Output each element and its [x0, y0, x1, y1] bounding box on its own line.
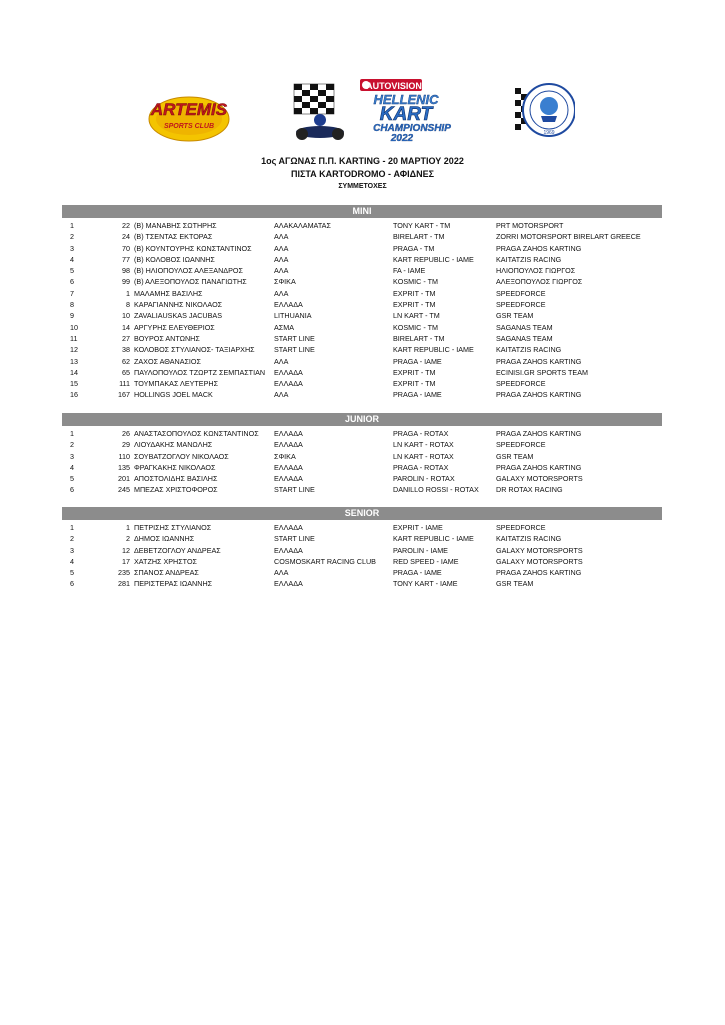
kart-number: 110	[118, 451, 130, 461]
entry-position: 16	[70, 390, 78, 400]
entry-row	[62, 439, 662, 450]
entry-position: 5	[70, 266, 74, 276]
entry-position: 3	[70, 545, 74, 555]
kart-number: 27	[122, 333, 130, 343]
driver-name: ΜΠΕΖΑΣ ΧΡΙΣΤΟΦΟΡΟΣ	[134, 485, 218, 495]
club-name: ΕΛΛΑΔΑ	[274, 462, 303, 472]
team-name: SAGANAS TEAM	[496, 333, 553, 343]
club-name: ΕΛΛΑΔΑ	[274, 523, 303, 532]
chassis-engine: PRAGA - ROTAX	[393, 462, 449, 472]
driver-name: ΠΑΥΛΟΠΟΥΛΟΣ ΤΖΩΡΤΖ ΣΕΜΠΑΣΤΙΑΝ	[134, 367, 266, 377]
chassis-engine: PRAGA - ROTAX	[393, 429, 449, 438]
section-header: SENIOR	[62, 507, 662, 520]
chassis-engine: PRAGA - IAME	[393, 356, 442, 366]
entry-position: 1	[70, 523, 74, 532]
entry-position: 1	[70, 429, 74, 438]
checkered-flag-icon	[294, 84, 334, 114]
kart-number: 24	[122, 232, 130, 242]
entry-rows	[62, 220, 662, 401]
team-name: SAGANAS TEAM	[496, 322, 553, 332]
kart-number: 77	[122, 254, 130, 264]
entry-row	[62, 451, 662, 462]
entry-row	[62, 428, 662, 439]
chassis-engine: KOSMIC - TM	[393, 277, 438, 287]
entry-position: 4	[70, 254, 74, 264]
entry-row	[62, 389, 662, 400]
team-name: ΗΛΙΟΠΟΥΛΟΣ ΓΙΩΡΓΟΣ	[496, 266, 576, 276]
entry-row	[62, 310, 662, 321]
kart-number: 70	[122, 243, 130, 253]
club-name: START LINE	[274, 345, 315, 355]
club-name: LITHUANIA	[274, 311, 312, 321]
team-name: SPEEDFORCE	[496, 300, 546, 310]
entries-subtitle: ΣΥΜΜΕΤΟΧΕΣ	[338, 183, 387, 190]
kart-number: 10	[122, 311, 130, 321]
team-name: SPEEDFORCE	[496, 523, 546, 532]
driver-name: ΤΟΥΜΠΑΚΑΣ ΛΕΥΤΕΡΗΣ	[134, 379, 219, 389]
club-name: ΑΛΑ	[274, 232, 289, 242]
team-name: SPEEDFORCE	[496, 440, 546, 450]
svg-text:KART: KART	[379, 104, 433, 125]
club-name: ΕΛΛΑΔΑ	[274, 545, 303, 555]
chassis-engine: KART REPUBLIC - IAME	[393, 345, 474, 355]
chassis-engine: EXPRIT - IAME	[393, 523, 443, 532]
kart-number: 167	[118, 390, 130, 400]
entry-rows	[62, 522, 662, 590]
kart-number: 17	[122, 556, 130, 566]
entry-row	[62, 462, 662, 473]
entry-row	[62, 344, 662, 355]
entry-position: 9	[70, 311, 74, 321]
club-name: ΣΦΙΚΑ	[274, 277, 296, 287]
driver-name: HOLLINGS JOEL MACK	[134, 390, 213, 400]
entry-row	[62, 276, 662, 287]
kart-number: 22	[122, 221, 130, 230]
kart-number: 111	[119, 379, 130, 389]
driver-name: ΔΕΒΕΤΖΟΓΛΟΥ ΑΝΔΡΕΑΣ	[134, 545, 221, 555]
section-senior	[62, 507, 662, 590]
kart-number: 135	[118, 462, 130, 472]
section-header: MINI	[62, 205, 662, 218]
club-name: ΑΛΑ	[274, 288, 289, 298]
entry-row	[62, 231, 662, 242]
entry-row	[62, 322, 662, 333]
club-name: START LINE	[274, 534, 315, 544]
entry-position: 10	[70, 322, 78, 332]
chassis-engine: TONY KART - TM	[393, 221, 451, 230]
club-name: COSMOSKART RACING CLUB	[274, 556, 376, 566]
entry-row	[62, 533, 662, 544]
driver-name: ΑΠΟΣΤΟΛΙΔΗΣ ΒΑΣΙΛΗΣ	[134, 474, 218, 484]
chassis-engine: PRAGA - IAME	[393, 390, 442, 400]
entry-row	[62, 578, 662, 589]
entry-position: 2	[70, 534, 74, 544]
entry-position: 12	[70, 345, 78, 355]
club-name: ΕΛΛΑΔΑ	[274, 429, 303, 438]
entry-row	[62, 220, 662, 231]
svg-text:2022: 2022	[390, 133, 414, 144]
kart-number: 38	[122, 345, 130, 355]
entry-position: 13	[70, 356, 78, 366]
chassis-engine: EXPRIT - TM	[393, 379, 436, 389]
team-name: PRAGA ZAHOS KARTING	[496, 462, 582, 472]
team-name: PRT MOTORSPORT	[496, 221, 564, 230]
kart-number: 8	[126, 300, 130, 310]
chassis-engine: PRAGA - IAME	[393, 568, 442, 578]
team-name: PRAGA ZAHOS KARTING	[496, 568, 582, 578]
federation-seal-logo	[515, 80, 575, 140]
club-name: ΑΛΑ	[274, 254, 289, 264]
driver-name: ΑΡΓΥΡΗΣ ΕΛΕΥΘΕΡΙΟΣ	[134, 322, 215, 332]
club-name: ΕΛΛΑΔΑ	[274, 367, 303, 377]
kart-number: 12	[122, 545, 130, 555]
driver-name: (Β) ΗΛΙΟΠΟΥΛΟΣ ΑΛΕΞΑΝΔΡΟΣ	[134, 266, 243, 276]
entry-row	[62, 288, 662, 299]
club-name: ΕΛΛΑΔΑ	[274, 474, 303, 484]
svg-text:AUTOVISION: AUTOVISION	[366, 81, 422, 91]
entry-position: 2	[70, 440, 74, 450]
club-name: ΑΛΑ	[274, 390, 289, 400]
team-name: GALAXY MOTORSPORTS	[496, 545, 583, 555]
svg-text:ARTEMIS: ARTEMIS	[150, 100, 228, 119]
chassis-engine: PAROLIN - ROTAX	[393, 474, 455, 484]
event-title: 1ος ΑΓΩΝΑΣ Π.Π. KARTING - 20 ΜΑΡΤΙΟΥ 2022	[261, 156, 464, 166]
club-name: ΑΛΑ	[274, 266, 289, 276]
chassis-engine: TONY KART - IAME	[393, 579, 458, 589]
driver-name: ΦΡΑΓΚΑΚΗΣ ΝΙΚΟΛΑΟΣ	[134, 462, 216, 472]
driver-name: ΠΕΡΙΣΤΕΡΑΣ ΙΩΑΝΝΗΣ	[134, 579, 213, 589]
chassis-engine: LN KART - ROTAX	[393, 440, 454, 450]
team-name: GALAXY MOTORSPORTS	[496, 474, 583, 484]
team-name: DR ROTAX RACING	[496, 485, 563, 495]
team-name: KAITATZIS RACING	[496, 254, 562, 264]
kart-number: 1	[126, 288, 130, 298]
club-name: ΣΦΙΚΑ	[274, 451, 296, 461]
club-name: ΑΛΑ	[274, 243, 289, 253]
chassis-engine: EXPRIT - TM	[393, 288, 436, 298]
kart-number: 235	[118, 568, 130, 578]
club-name: START LINE	[274, 485, 315, 495]
chassis-engine: EXPRIT - TM	[393, 300, 436, 310]
chassis-engine: BIRELART - TM	[393, 333, 445, 343]
kart-icon	[296, 114, 344, 140]
entry-row	[62, 254, 662, 265]
kart-number: 2	[126, 534, 130, 544]
entry-row	[62, 367, 662, 378]
entry-row	[62, 356, 662, 367]
entry-position: 2	[70, 232, 74, 242]
kart-number: 98	[122, 266, 130, 276]
entry-position: 5	[70, 568, 74, 578]
entry-position: 11	[70, 333, 78, 343]
driver-name: (Β) ΑΛΕΞΟΠΟΥΛΟΣ ΠΑΝΑΓΙΩΤΗΣ	[134, 277, 247, 287]
svg-text:HELLENIC: HELLENIC	[373, 92, 439, 107]
entry-position: 6	[70, 579, 74, 589]
entry-rows	[62, 428, 662, 496]
driver-name: ΚΑΡΑΓΙΑΝΝΗΣ ΝΙΚΟΛΑΟΣ	[134, 300, 223, 310]
entry-position: 6	[70, 485, 74, 495]
chassis-engine: KART REPUBLIC - IAME	[393, 534, 474, 544]
team-name: PRAGA ZAHOS KARTING	[496, 243, 582, 253]
svg-text:1969: 1969	[543, 130, 555, 136]
driver-name: ΠΕΤΡΙΣΗΣ ΣΤΥΛΙΑΝΟΣ	[134, 523, 212, 532]
section-junior	[62, 413, 662, 496]
team-name: SPEEDFORCE	[496, 379, 546, 389]
driver-name: ΔΗΜΟΣ ΙΩΑΝΝΗΣ	[134, 534, 195, 544]
team-name: PRAGA ZAHOS KARTING	[496, 390, 582, 400]
kart-number: 245	[118, 485, 130, 495]
club-name: ΑΣΜΑ	[274, 322, 295, 332]
kart-number: 281	[118, 579, 130, 589]
driver-name: ΑΝΑΣΤΑΣΟΠΟΥΛΟΣ ΚΩΝΣΤΑΝΤΙΝΟΣ	[134, 429, 259, 438]
entry-position: 6	[70, 277, 74, 287]
svg-text:CHAMPIONSHIP: CHAMPIONSHIP	[373, 123, 451, 134]
team-name: ZORRI MOTORSPORT BIRELART GREECE	[496, 232, 641, 242]
team-name: GSR TEAM	[496, 451, 534, 461]
kart-number: 26	[122, 429, 130, 438]
entry-row	[62, 522, 662, 533]
driver-name: ΛΙΟΥΔΑΚΗΣ ΜΑΝΩΛΗΣ	[134, 440, 213, 450]
entry-position: 3	[70, 243, 74, 253]
entry-row	[62, 484, 662, 495]
document-header	[0, 155, 725, 192]
driver-name: ΜΑΛΑΜΗΣ ΒΑΣΙΛΗΣ	[134, 288, 203, 298]
club-name: ΕΛΛΑΔΑ	[274, 300, 303, 310]
chassis-engine: BIRELART - TM	[393, 232, 445, 242]
chassis-engine: KART REPUBLIC - IAME	[393, 254, 474, 264]
driver-name: ΖΑΧΟΣ ΑΘΑΝΑΣΙΟΣ	[134, 356, 201, 366]
svg-text:SPORTS CLUB: SPORTS CLUB	[163, 123, 215, 130]
entry-row	[62, 556, 662, 567]
chassis-engine: FA - IAME	[393, 266, 426, 276]
driver-name: ZAVALIAUSKAS JACUBAS	[134, 311, 223, 321]
section-mini	[62, 205, 662, 401]
team-name: PRAGA ZAHOS KARTING	[496, 356, 582, 366]
kart-number: 65	[122, 367, 130, 377]
club-name: ΕΛΛΑΔΑ	[274, 579, 303, 589]
chassis-engine: KOSMIC - TM	[393, 322, 438, 332]
entry-row	[62, 545, 662, 556]
kart-number: 29	[122, 440, 130, 450]
entry-row	[62, 567, 662, 578]
kart-number: 99	[122, 277, 130, 287]
chassis-engine: RED SPEED - IAME	[393, 556, 459, 566]
kart-number: 62	[122, 356, 130, 366]
entry-row	[62, 299, 662, 310]
entry-position: 7	[70, 288, 74, 298]
club-name: ΕΛΛΑΔΑ	[274, 379, 303, 389]
team-name: GALAXY MOTORSPORTS	[496, 556, 583, 566]
entry-position: 1	[70, 221, 74, 230]
logo-strip	[0, 78, 725, 148]
entry-position: 5	[70, 474, 74, 484]
chassis-engine: LN KART - TM	[393, 311, 440, 321]
entry-position: 3	[70, 451, 74, 461]
driver-name: ΣΠΑΝΟΣ ΑΝΔΡΕΑΣ	[134, 568, 199, 578]
driver-name: (Β) ΚΟΛΟΒΟΣ ΙΩΑΝΝΗΣ	[134, 254, 215, 264]
driver-name: (Β) ΜΑΝΑΒΗΣ ΣΩΤΗΡΗΣ	[134, 221, 217, 230]
driver-name: (Β) ΚΟΥΝΤΟΥΡΗΣ ΚΩΝΣΤΑΝΤΙΝΟΣ	[134, 243, 252, 253]
team-name: KAITATZIS RACING	[496, 345, 562, 355]
team-name: GSR TEAM	[496, 311, 534, 321]
kart-number: 201	[118, 474, 130, 484]
chassis-engine: PAROLIN - IAME	[393, 545, 448, 555]
club-name: ΑΛΑ	[274, 356, 289, 366]
club-name: START LINE	[274, 333, 315, 343]
chassis-engine: PRAGA - TM	[393, 243, 435, 253]
team-name: ΑΛΕΞΟΠΟΥΛΟΣ ΓΙΩΡΓΟΣ	[496, 277, 583, 287]
track-name: ΠΙΣΤΑ KARTODROMO - ΑΦΙΔΝΕΣ	[290, 169, 435, 179]
driver-name: (Β) ΤΣΕΝΤΑΣ ΕΚΤΟΡΑΣ	[134, 232, 213, 242]
kart-number: 14	[122, 322, 130, 332]
entry-row	[62, 243, 662, 254]
team-name: KAITATZIS RACING	[496, 534, 562, 544]
driver-name: ΒΟΥΡΟΣ ΑΝΤΩΝΗΣ	[134, 333, 200, 343]
entry-row	[62, 265, 662, 276]
kart-number: 1	[126, 523, 130, 532]
entry-position: 14	[70, 367, 78, 377]
entry-row	[62, 378, 662, 389]
club-name: ΑΛΑΚΑΛΑΜΑΤΑΣ	[274, 221, 331, 230]
section-header: JUNIOR	[62, 413, 662, 426]
team-name: SPEEDFORCE	[496, 288, 546, 298]
driver-name: ΚΟΛΟΒΟΣ ΣΤΥΛΙΑΝΟΣ- ΤΑΞΙΑΡΧΗΣ	[134, 345, 255, 355]
driver-name: ΧΑΤΖΗΣ ΧΡΗΣΤΟΣ	[134, 556, 197, 566]
club-name: ΑΛΑ	[274, 568, 289, 578]
club-name: ΕΛΛΑΔΑ	[274, 440, 303, 450]
chassis-engine: LN KART - ROTAX	[393, 451, 454, 461]
chassis-engine: EXPRIT - TM	[393, 367, 436, 377]
team-name: PRAGA ZAHOS KARTING	[496, 429, 582, 438]
hellenic-kart-championship-logo	[290, 78, 475, 144]
driver-name: ΣΟΥΒΑΤΖΟΓΛΟΥ ΝΙΚΟΛΑΟΣ	[134, 451, 229, 461]
chassis-engine: DANILLO ROSSI - ROTAX	[393, 485, 479, 495]
team-name: GSR TEAM	[496, 579, 534, 589]
entry-row	[62, 333, 662, 344]
artemis-sports-club-logo	[140, 88, 238, 146]
team-name: ECINISI.GR SPORTS TEAM	[496, 367, 588, 377]
entry-position: 4	[70, 556, 74, 566]
entry-row	[62, 473, 662, 484]
entry-position: 15	[70, 379, 78, 389]
entry-position: 4	[70, 462, 74, 472]
entry-position: 8	[70, 300, 74, 310]
